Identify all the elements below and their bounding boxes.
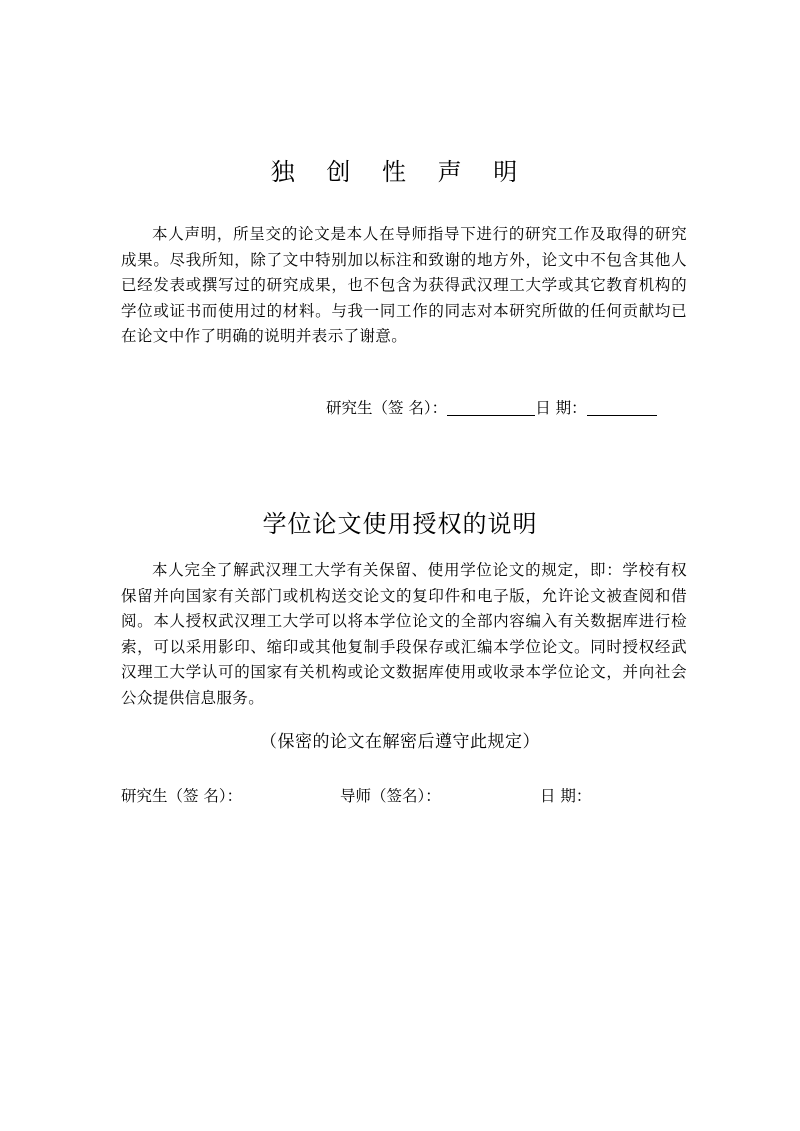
student-signature-blank[interactable] <box>447 398 535 416</box>
advisor-signature-label: 导师（签名）： <box>340 787 441 805</box>
authorization-body: 本人完全了解武汉理工大学有关保留、使用学位论文的规定，即：学校有权保留并向国家有关部门或机构送交论文的复印件和电子版，允许论文被查阅和借阅。本人授权武汉理工大学可以将本学位论文的全部内容编入有关数据库进行检索，可以采用影印、缩印或其他复制手段保存或汇编本学位论文。同时授权经武汉理工大学认可的国家有关机构或论文数据库使用或收录本学位论文，并向社会公众提供信息服务。 <box>121 561 687 707</box>
student-signature-label-2: 研究生（签 名）： <box>121 787 243 805</box>
declaration-signature-line <box>326 396 657 420</box>
declaration-title: 独 创 性 声 明 <box>270 158 530 186</box>
confidential-note: （保密的论文在解密后遵守此规定） <box>260 732 540 752</box>
date-label-2: 日 期： <box>540 787 592 805</box>
date-blank[interactable] <box>587 398 657 416</box>
date-label: 日 期： <box>535 399 587 417</box>
declaration-body: 本人声明，所呈交的论文是本人在导师指导下进行的研究工作及取得的研究成果。尽我所知，除了文中特别加以标注和致谢的地方外，论文中不包含其他人已经发表或撰写过的研究成果，也不包含为获得武汉理工大学或其它教育机构的学位或证书而使用过的材料。与我一同工作的同志对本研究所做的任何贡献均已在论文中作了明确的说明并表示了谢意。 <box>121 225 687 345</box>
student-signature-label: 研究生（签 名）： <box>326 399 448 417</box>
authorization-title: 学位论文使用授权的说明 <box>262 510 538 538</box>
